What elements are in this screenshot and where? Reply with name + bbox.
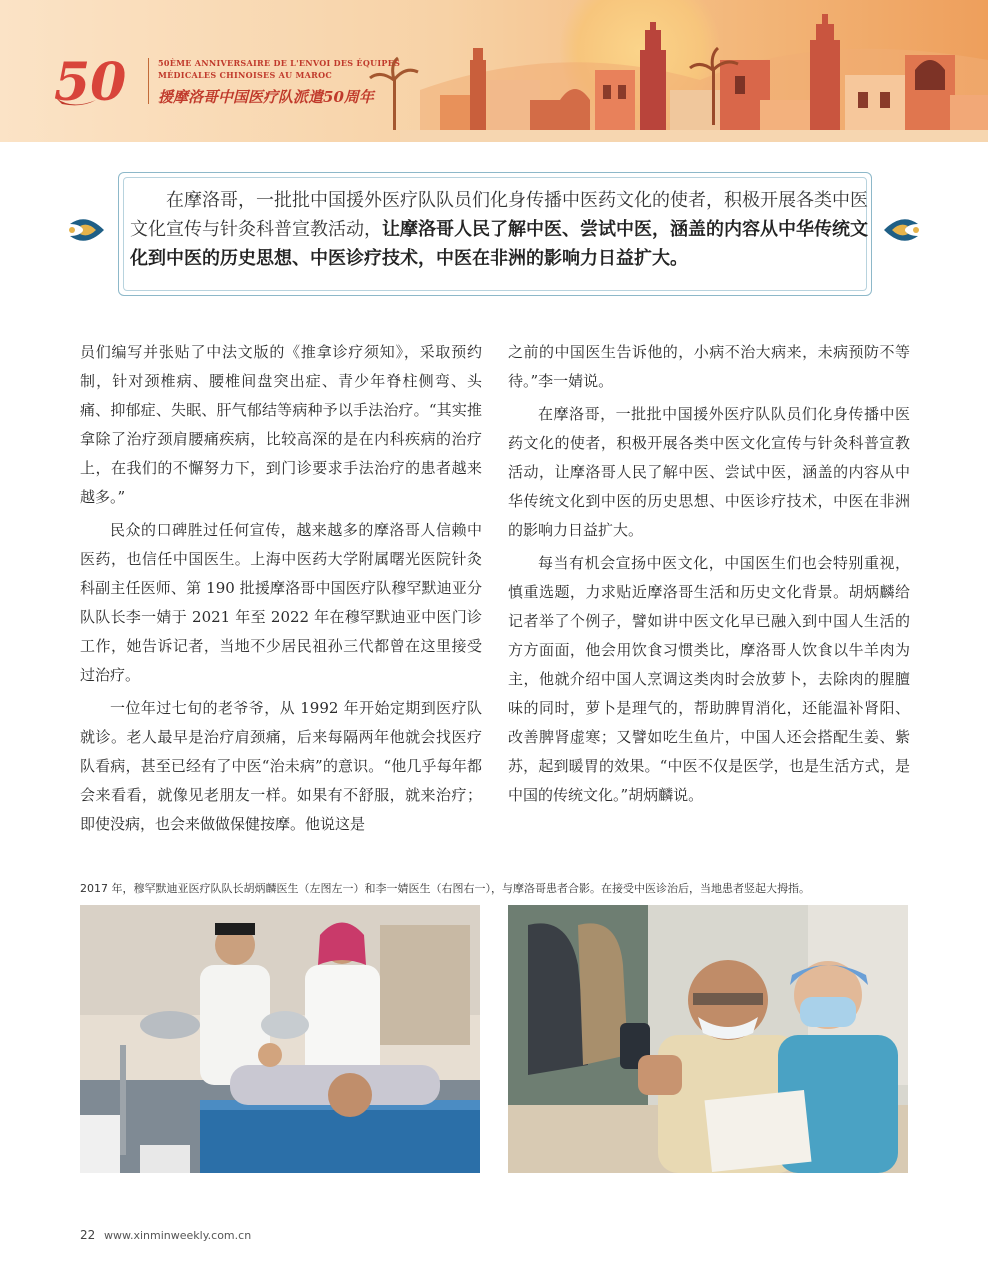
page-number: 22 bbox=[80, 1228, 96, 1242]
logo-divider bbox=[148, 58, 149, 104]
paragraph: 在摩洛哥，一批批中国援外医疗队队员们化身传播中医药文化的使者，积极开展各类中医文化宣传与针灸科普宣教活动，让摩洛哥人民了解中医、尝试中医，涵盖的内容从中华传统文化到中医的历史思想、中医诊疗技术，中医在非洲的影响力日益扩大。 bbox=[508, 405, 910, 539]
photo-caption: 2017 年，穆罕默迪亚医疗队队长胡炳麟医生（左图左一）和李一婧医生（右图右一），与摩洛哥患者合影。在接受中医诊治后，当地患者竖起大拇指。 bbox=[80, 882, 810, 895]
photo-right-patient bbox=[508, 905, 908, 1173]
paragraph: 每当有机会宣扬中医文化，中国医生们也会特别重视，慎重选题，力求贴近摩洛哥生活和历史文化背景。胡炳麟给记者举了个例子，譬如讲中医文化早已融入到中国人生活的方方面面，他会用饮食习惯类比，摩洛哥人饮食以牛羊肉为主，他就介绍中国人烹调这类肉时会放萝卜，去除肉的腥膻味的同时，萝卜是理气的，帮助脾胃消化，还能温补肾阳、改善脾肾虚寒；又譬如吃生鱼片，中国人还会搭配生姜、紫苏，起到暖胃的效果。“中医不仅是医学，也是生活方式，是中国的传统文化。”胡炳麟说。 bbox=[508, 554, 910, 804]
photo-left-clinic bbox=[80, 905, 480, 1173]
anniversary-50-logo bbox=[52, 50, 142, 112]
left-column bbox=[80, 338, 482, 839]
summary-bold: 让摩洛哥人民了解中医、尝试中医，涵盖的内容从中华传统文化到中医的历史思想、中医诊疗技术，中医在非洲的影响力日益扩大。 bbox=[130, 219, 868, 269]
summary-normal: 在摩洛哥，一批批中国援外医疗队队员们化身传播中医药文化的使者，积极开展各类中医文化宣传与针灸科普宣教活动， bbox=[130, 190, 868, 240]
paragraph: 一位年过七旬的老爷爷，从 1992 年开始定期到医疗队就诊。老人最早是治疗肩颈痛，后来每隔两年他就会找医疗队看病，甚至已经有了中医“治未病”的意识。“他几乎每年都会来看看，就像见老朋友一样。如果有不舒服，就来治疗；即使没病，也会来做做保健按摩。他说这是 bbox=[80, 699, 482, 833]
paragraph: 之前的中国医生告诉他的，小病不治大病来，未病预防不等待。”李一婧说。 bbox=[508, 343, 910, 390]
french-title-line1: 50ÈME ANNIVERSAIRE DE L'ENVOI DES ÉQUIPES bbox=[158, 58, 401, 68]
footer-url: www.xinminweekly.com.cn bbox=[104, 1229, 252, 1242]
svg-text:50: 50 bbox=[54, 52, 127, 112]
right-column bbox=[508, 338, 910, 810]
ornament-left-icon bbox=[66, 210, 106, 250]
chinese-subtitle: 援摩洛哥中国医疗队派遣50周年 bbox=[158, 88, 374, 106]
paragraph: 员们编写并张贴了中法文版的《推拿诊疗须知》，采取预约制，针对颈椎病、腰椎间盘突出症、青少年脊柱侧弯、头痛、抑郁症、失眠、肝气郁结等病种予以手法治疗。“其实推拿除了治疗颈肩腰痛疾病，比较高深的是在内科疾病的治疗上，在我们的不懈努力下，到门诊要求手法治疗的患者越来越多。” bbox=[80, 343, 482, 506]
ornament-right-icon bbox=[882, 210, 922, 250]
summary-text bbox=[130, 186, 870, 273]
paragraph: 民众的口碑胜过任何宣传，越来越多的摩洛哥人信赖中医药，也信任中国医生。上海中医药大学附属曙光医院针灸科副主任医师、第 190 批援摩洛哥中国医疗队穆罕默迪亚分队队长李一婧于 2021 年至 2022 年在穆罕默迪亚中医门诊工作，她告诉记者，当地不少居民祖孙三代都曾在这里接受过治疗。 bbox=[80, 521, 482, 684]
header-banner bbox=[0, 0, 988, 142]
french-title-line2: MÉDICALES CHINOISES AU MAROC bbox=[158, 70, 333, 80]
